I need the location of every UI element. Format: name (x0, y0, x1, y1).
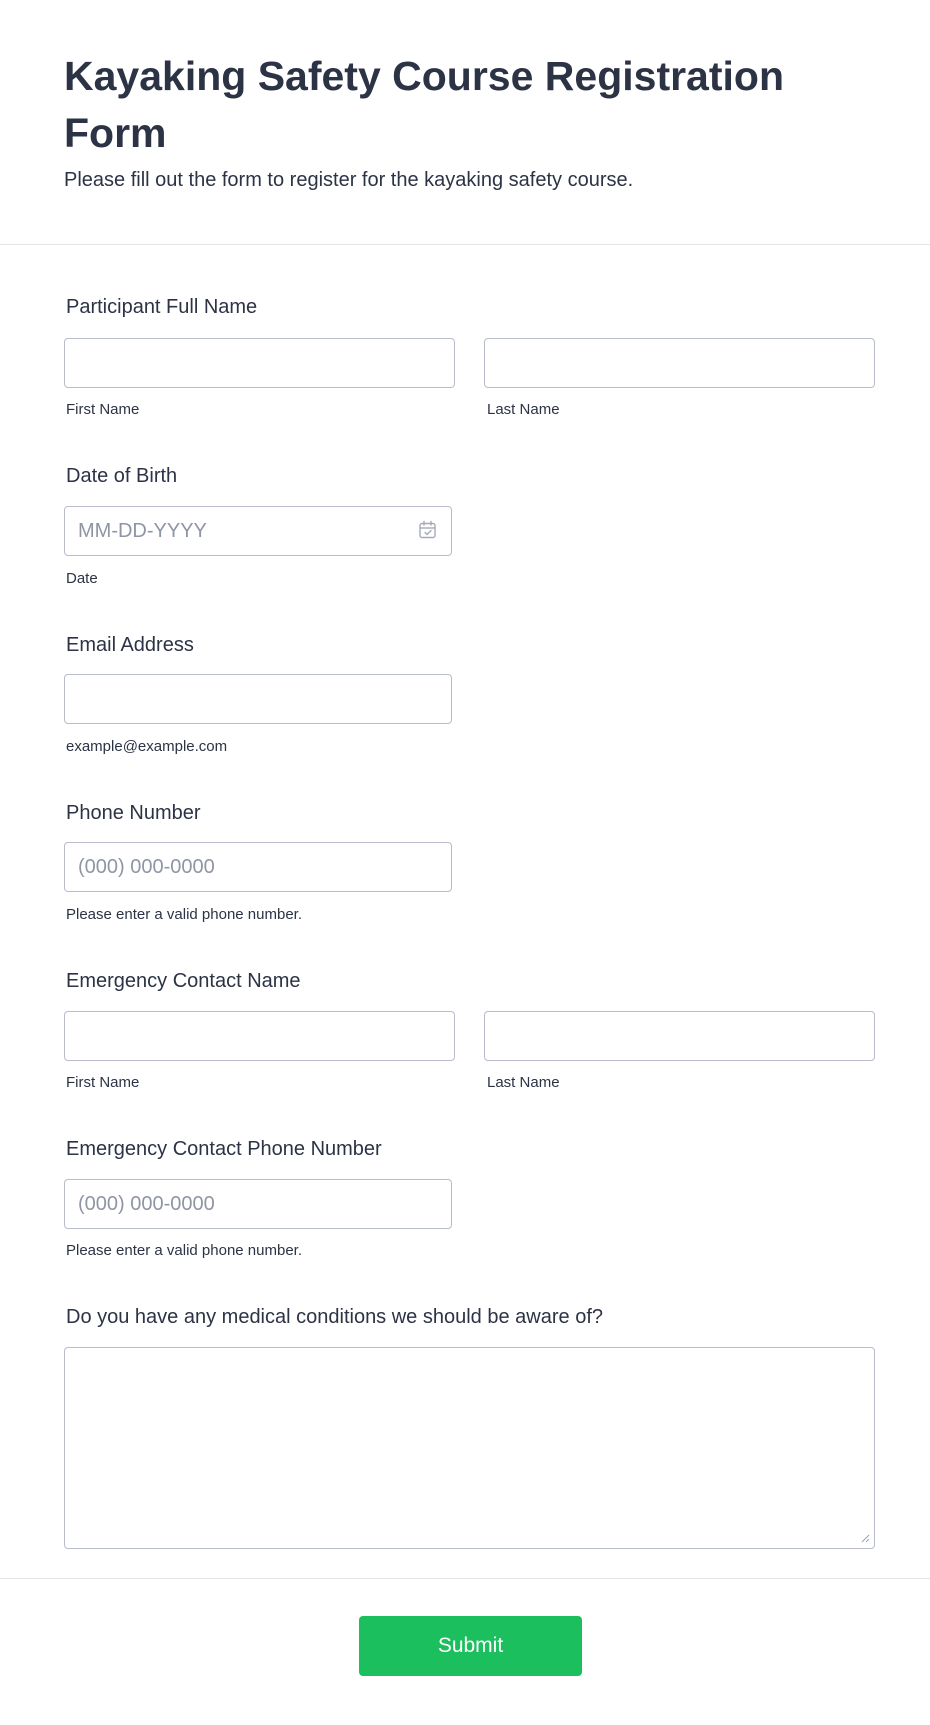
emergency-phone-label: Emergency Contact Phone Number (66, 1138, 382, 1160)
email-sublabel: example@example.com (66, 738, 228, 755)
medical-textarea[interactable] (64, 1347, 875, 1549)
phone-input[interactable] (64, 842, 452, 892)
emergency-last-name-input[interactable] (484, 1011, 875, 1061)
phone-sublabel: Please enter a valid phone number. (66, 906, 302, 923)
phone-label: Phone Number (66, 802, 201, 824)
emergency-phone-sublabel: Please enter a valid phone number. (66, 1242, 302, 1259)
footer-divider (0, 1578, 930, 1579)
form-subtitle: Please fill out the form to register for the kayaking safety course. (64, 169, 634, 191)
emergency-first-name-input[interactable] (64, 1011, 455, 1061)
submit-button[interactable]: Submit (359, 1616, 582, 1676)
dob-sublabel: Date (66, 570, 98, 587)
emergency-last-name-sublabel: Last Name (487, 1074, 560, 1091)
form-header (0, 0, 930, 245)
dob-input[interactable] (64, 506, 452, 556)
medical-label: Do you have any medical conditions we should be aware of? (66, 1306, 603, 1328)
participant-first-name-sublabel: First Name (66, 401, 140, 418)
emergency-first-name-sublabel: First Name (66, 1074, 140, 1091)
dob-label: Date of Birth (66, 465, 178, 487)
participant-last-name-sublabel: Last Name (487, 401, 560, 418)
emergency-phone-input[interactable] (64, 1179, 452, 1229)
email-label: Email Address (66, 634, 194, 656)
participant-last-name-input[interactable] (484, 338, 875, 388)
email-input[interactable] (64, 674, 452, 724)
calendar-icon[interactable] (418, 520, 438, 540)
emergency-name-label: Emergency Contact Name (66, 970, 301, 992)
participant-first-name-input[interactable] (64, 338, 455, 388)
form-title: Kayaking Safety Course Registration Form (64, 53, 784, 156)
resize-grip-icon[interactable] (860, 1533, 870, 1543)
participant-name-label: Participant Full Name (66, 296, 258, 318)
